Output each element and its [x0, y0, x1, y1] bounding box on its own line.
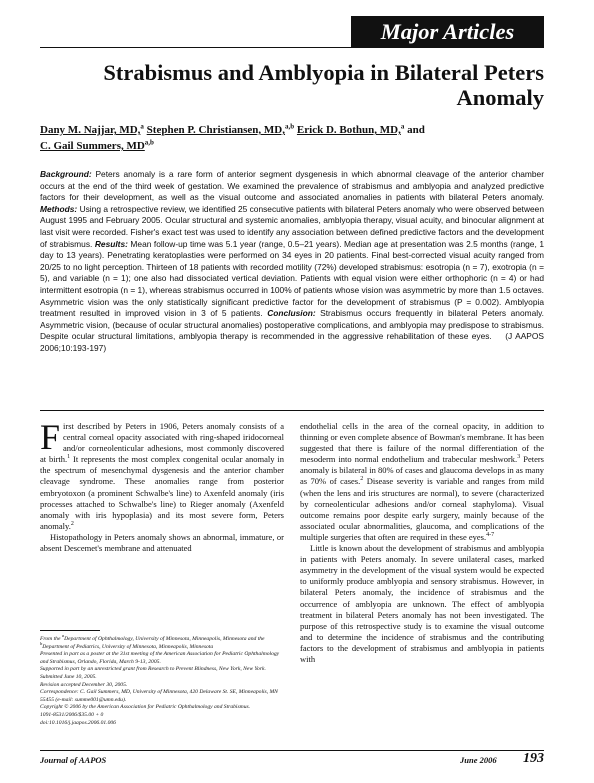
footnote-supported: Supported in part by an unrestricted grant from Research to Prevent Blindness, New York, New York. — [40, 666, 266, 673]
author-3[interactable]: Erick D. Bothun, MD,$^a$ — [296, 122, 405, 136]
abstract-background: Peters anomaly is a rare form of anterior segment dysgenesis in which abnormal cleavage of the anterior chamber occurs at the end of the third week of gestation. We examined the prevalence of strabismus and amblyopia and analyzed predictive factors for their development, as well as the visual outcome and associated anomalies in patients with bilateral Peters anomaly. — [40, 169, 544, 203]
footnote-issn: 1091-8531/2006/$35.00 + 0 — [40, 711, 104, 718]
abstract-methods: Using a retrospective review, we identified 25 consecutive patients with bilateral Peters anomaly who were observed between August 1995 and February 2005. Ocular structural and systemic anomalies, amblyopia therapy, visual acuity, and binocular alignment at last visit were recorded. Fisher's exact test was used to identify any association between defined predictive factors and the development of strabismus. — [40, 203, 544, 249]
abstract-results-label: Results: — [94, 238, 128, 249]
abstract-results: Mean follow-up time was 5.1 year (range, 0.5–21 years). Median age at presentation was 2.5 months (range, 1 day to 13 years). Penetrating keratoplasties were performed on 34 eyes in 20 patients. Final best-corrected visual acuity ranged from 20/25 to no light perception. Thirteen of 18 patients with recorded motility (72%) developed strabismus: esotropia (n = 7), exotropia (n = 5), and variable (n = 1); one also had dissociated vertical deviation. Patients with equal vision were either orthophoric (n = 4) or had intermittent esotropia (n = 1), whereas strabismus occurred in 100% of patients whose vision was asymmetric by more than 1.5 octaves. Asymmetric vision was the only statistically significant predictive factor for the development of strabismus (P = 0.002). Amblyopia treatment resulted in improved vision in 3 of 5 patients. — [40, 238, 544, 319]
abstract-background-label: Background: — [40, 169, 92, 179]
abstract-conclusion-label: Conclusion: — [267, 308, 316, 319]
author-list: Dany M. Najjar, MD,$^a$ Stephen P. Christiansen, MD,$^{a,b}$ Erick D. Bothun, MD,$^a$ and C. Gail Summers, MD$^{a,b}$ — [40, 122, 425, 152]
reference-marker: 4-7 — [486, 532, 495, 539]
body-paragraph-1: First described by Peters in 1906, Peters anomaly consists of a central corneal opacity associated with ring-shaped iridocorneal and/or corneolenticular adhesions, most commonly discovered at birth.$^1$ It represents the most complex congenital ocular anomaly in the spectrum of mesenchymal dysgenesis and the anterior chamber cleavage syndrome. These anomalies range from posterior embryotoxon (a prominent Schwalbe's line) to Axenfeld anomaly (iris processes attached to Schwalbe's line) to Rieger anomaly (Axenfeld anomaly with iris hypoplasia) and its most severe form, Peters anomaly.$^2$ — [40, 417, 284, 531]
reference-marker: 2 — [70, 521, 74, 528]
reference-marker: 3 — [517, 454, 521, 461]
section-banner — [351, 16, 544, 48]
footer-journal: Journal of AAPOS — [40, 755, 107, 765]
abstract-citation: (J AAPOS 2006;10:193-197) — [40, 331, 544, 353]
footnote-doi[interactable]: doi:10.1016/j.jaapos.2006.01.006 — [40, 719, 116, 726]
author-1[interactable]: Dany M. Najjar, MD,$^a$ — [40, 122, 144, 136]
abstract-rule — [40, 410, 544, 411]
article-title: Strabismus and Amblyopia in Bilateral Peters Anomaly — [103, 60, 544, 110]
footnote-rule — [40, 630, 100, 631]
abstract-conclusion: Strabismus occurs frequently in bilateral Peters anomaly. Asymmetric vision, (because of ocular structural anomalies) postoperative complications, and amblyopia may predispose to strabismus. Despite ocular structural limitations, amblyopia therapy is recommended in the aggressive rehabilitation of these eyes. — [40, 308, 544, 342]
body-paragraph-2: Histopathology in Peters anomaly shows an abnormal, immature, or absent Descemet's membrane and attenuated — [40, 531, 284, 554]
abstract — [40, 169, 544, 355]
footnote-revision: Revision accepted December 30, 2005. — [40, 681, 128, 688]
author-4[interactable]: C. Gail Summers, MD$^{a,b}$ — [40, 138, 154, 152]
body-column-right — [300, 421, 544, 665]
body-paragraph-3: endothelial cells in the area of the corneal opacity, in addition to thinning or even complete absence of Bowman's membrane. It has been suggested that there is failure of the normal differentiation of the mesoderm into normal endothelium and trabecular meshwork.$^3$ Peters anomaly is bilateral in 80% of cases and glaucoma develops in as many as 70% of cases.$^2$ Disease severity is variable and ranges from mild (when the lens and iris structures are normal), to severe (characterized by corneolenticular adhesions and/or corneal staphyloma). Visual outcome remains poor despite early surgery, mainly because of the associated ocular abnormalities, glaucoma, and complications of the multiple surgeries that often are required in these eyes.$^{4-7}$ — [300, 421, 544, 542]
drop-cap: F — [40, 417, 61, 457]
footnote-submitted: Submitted June 10, 2005. — [40, 673, 97, 680]
body-paragraph-4: Little is known about the development of strabismus and amblyopia in patients with Peters anomaly. In severe unilateral cases, marked asymmetry in the development of the visual system would be expected to uniformly produce amblyopia and sensory strabismus. However, in bilateral Peters anomaly, the incidence of strabismus and the occurrence of amblyopia are unknown. The effect of amblyopia treatment in bilateral Peters anomaly has not been investigated. The purpose of this retrospective study is to examine the visual outcome and to determine the incidence of strabismus and the contributing factors to the development of strabismus and amblyopia in patients with — [300, 543, 544, 664]
reference-marker: 1 — [67, 454, 71, 461]
section-label: Major Articles — [380, 19, 515, 44]
article-footnotes — [40, 633, 284, 727]
footnote-presented: Presented in part as a poster at the 31st meeting of the American Association for Pediatric Ophthalmology and Strabismus, Orlando, Florida, March 9-13, 2005. — [40, 651, 280, 665]
footer-date: June 2006 — [460, 755, 497, 765]
footer-page-number: 193 — [523, 751, 544, 766]
body-column-left — [40, 417, 284, 554]
footer-rule — [40, 750, 544, 751]
footnote-affiliations: From the $^a$Department of Ophthalmology, University of Minnesota, Minneapolis, Minnesota and the $^b$Department of Pediatrics, University of Minnesota, Minneapolis, Minnesota — [40, 633, 265, 650]
abstract-methods-label: Methods: — [40, 203, 78, 214]
reference-marker: 2 — [360, 476, 364, 483]
header-rule — [40, 47, 544, 48]
footnote-copyright: Copyright © 2006 by the American Association for Pediatric Ophthalmology and Strabismus. — [40, 704, 251, 711]
footnote-correspondence: Correspondence: C. Gail Summers, MD, University of Minnesota, 420 Delaware St. SE, Minneapolis, MN 55455 (e-mail: summe001@umn.edu). — [40, 689, 278, 703]
author-2[interactable]: Stephen P. Christiansen, MD,$^{a,b}$ — [146, 122, 295, 136]
